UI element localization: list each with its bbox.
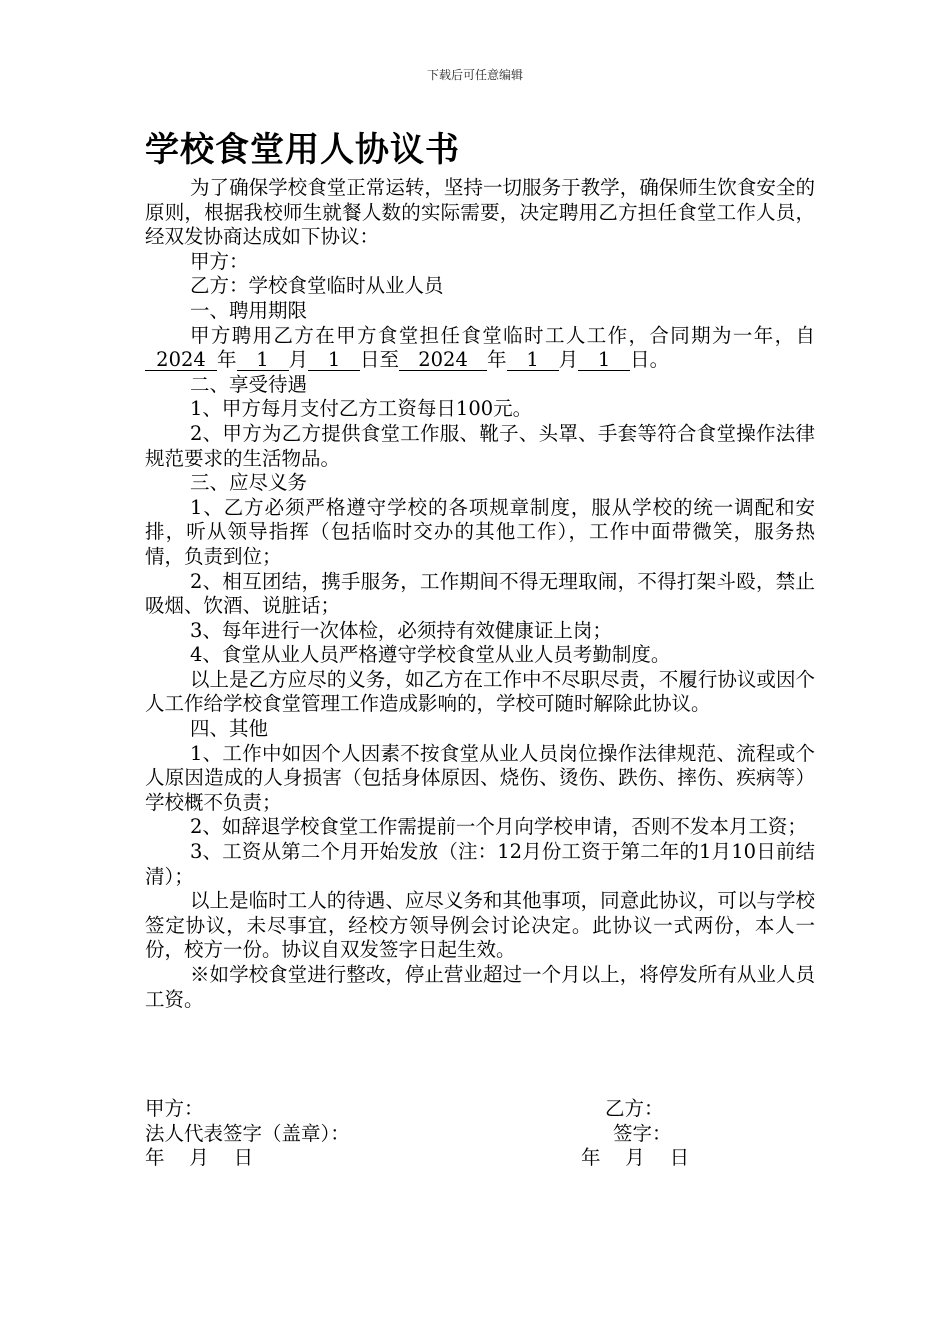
section-3-item: 4、食堂从业人员严格遵守学校食堂从业人员考勤制度。: [190, 643, 671, 667]
section-3-title: 三、应尽义务: [190, 471, 308, 495]
sign-date-a: 年 月 日: [145, 1146, 254, 1169]
term-year-label-2: 年: [487, 348, 507, 372]
term-month-label: 月: [288, 348, 309, 372]
sign-party-b: 乙方：: [605, 1097, 664, 1120]
section-3-summary: 以上是乙方应尽的义务，如乙方在工作中不尽职尽责，不履行协议或因个人工作给学校食堂管理工作造成影响的，学校可随时解除此协议。: [145, 667, 815, 716]
section-4-item: 2、如辞退学校食堂工作需提前一个月向学校申请，否则不发本月工资；: [190, 815, 807, 839]
section-3-item: 2、相互团结，携手服务，工作期间不得无理取闹，不得打架斗殴，禁止吸烟、饮酒、说脏话；: [145, 569, 815, 618]
sign-party-a: 甲方：: [145, 1097, 204, 1120]
term-to-label: 日至: [360, 348, 400, 372]
section-4-item: 3、工资从第二个月开始发放（注：12月份工资于第二年的1月10日前结清）；: [145, 840, 815, 888]
section-2-title: 二、享受待遇: [190, 372, 308, 396]
term-year-label: 年: [217, 348, 237, 372]
intro-paragraph: 为了确保学校食堂正常运转，坚持一切服务于教学，确保师生饮食安全的原则，根据我校师生就餐人数的实际需要，决定聘用乙方担任食堂工作人员，经双发协商达成如下协议：: [145, 176, 815, 249]
section-1-title: 一、聘用期限: [190, 298, 308, 322]
section-4-item: 1、工作中如因个人因素不按食堂从业人员岗位操作法律规范、流程或个人原因造成的人身损害（包括身体原因、烧伤、烫伤、跌伤、摔伤、疾病等）学校概不负责；: [145, 741, 815, 814]
section-4-title: 四、其他: [190, 717, 269, 741]
term-end-label: 日。: [630, 348, 670, 372]
sign-date-b: 年 月 日: [581, 1146, 690, 1169]
term-start-month: 1: [237, 350, 289, 371]
term-month-label-2: 月: [558, 348, 579, 372]
term-end-year: 2024: [399, 350, 487, 371]
term-start-year: 2024: [145, 350, 217, 371]
section-2-item: 2、甲方为乙方提供食堂工作服、靴子、头罩、手套等符合食堂操作法律规范要求的生活物品。: [145, 421, 815, 470]
term-start-day: 1: [308, 350, 360, 371]
party-a-line: 甲方：: [190, 249, 249, 273]
section-2-item: 1、甲方每月支付乙方工资每日100元。: [190, 397, 533, 421]
term-paragraph: [145, 324, 815, 373]
term-end-month: 1: [507, 350, 559, 371]
section-3-item: 1、乙方必须严格遵守学校的各项规章制度，服从学校的统一调配和安排，听从领导指挥（包括临时交办的其他工作），工作中面带微笑，服务热情，负责到位；: [145, 495, 815, 568]
party-b-line: 乙方：学校食堂临时从业人员: [190, 274, 444, 298]
section-4-note: ※如学校食堂进行整改，停止营业超过一个月以上，将停发所有从业人员工资。: [145, 963, 815, 1011]
sign-party-b-signature: 签字：: [613, 1122, 672, 1145]
term-text: 甲方聘用乙方在甲方食堂担任食堂临时工人工作，合同期为一年，自: [190, 323, 815, 347]
document-title: 学校食堂用人协议书: [145, 130, 460, 170]
section-4-summary: 以上是临时工人的待遇、应尽义务和其他事项，同意此协议，可以与学校签定协议，未尽事宜，经校方领导例会讨论决定。此协议一式两份，本人一份，校方一份。协议自双发签字日起生效。: [145, 889, 815, 962]
header-note: 下载后可任意编辑: [426, 68, 523, 82]
term-end-day: 1: [578, 350, 630, 371]
sign-legal-rep: 法人代表签字（盖章）：: [145, 1122, 350, 1145]
section-3-item: 3、每年进行一次体检，必须持有效健康证上岗；: [190, 618, 612, 642]
agreement-body: [145, 176, 815, 1012]
